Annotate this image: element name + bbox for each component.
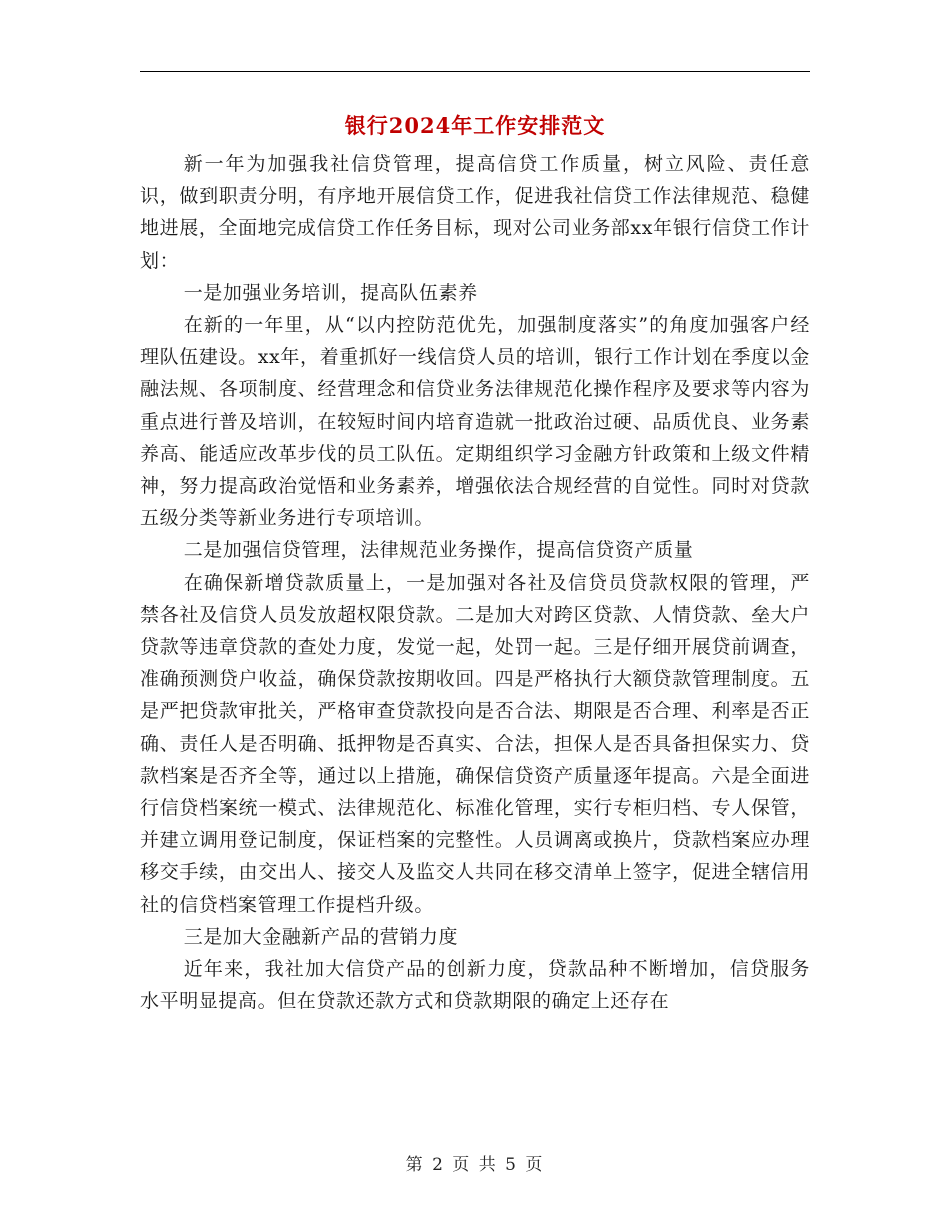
document-body (140, 148, 810, 1017)
document-title: 银行2024年工作安排范文 (344, 113, 606, 138)
page-number: 第 2 页 共 5 页 (405, 1155, 545, 1175)
paragraph-marketing: 近年来，我社加大信贷产品的创新力度，贷款品种不断增加，信贷服务水平明显提高。但在贷款还款方式和贷款期限的确定上还存在 (140, 958, 810, 1013)
section-heading-marketing: 三是加大金融新产品的营销力度 (183, 925, 459, 948)
paragraph-credit-management: 在确保新增贷款质量上，一是加强对各社及信贷员贷款权限的管理，严禁各社及信贷人员发放超权限贷款。二是加大对跨区贷款、人情贷款、垒大户贷款等违章贷款的查处力度，发觉一起，处罚一起。三是仔细开展贷前调查，准确预测贷户收益，确保贷款按期收回。四是严格执行大额贷款管理制度。五是严把贷款审批关，严格审查贷款投向是否合法、期限是否合理、利率是否正确、责任人是否明确、抵押物是否真实、合法，担保人是否具备担保实力、贷款档案是否齐全等，通过以上措施，确保信贷资产质量逐年提高。六是全面进行信贷档案统一模式、法律规范化、标准化管理，实行专柜归档、专人保管，并建立调用登记制度，保证档案的完整性。人员调离或换片，贷款档案应办理移交手续，由交出人、接交人及监交人共同在移交清单上签字，促进全辖信用社的信贷档案管理工作提档升级。 (140, 571, 810, 916)
header-rule (140, 71, 810, 72)
paragraph-intro: 新一年为加强我社信贷管理，提高信贷工作质量，树立风险、责任意识，做到职责分明，有序地开展信贷工作，促进我社信贷工作法律规范、稳健地进展，全面地完成信贷工作任务目标，现对公司业务部xx年银行信贷工作计划： (140, 153, 810, 272)
paragraph-training: 在新的一年里，从“以内控防范优先，加强制度落实”的角度加强客户经理队伍建设。xx年，着重抓好一线信贷人员的培训，银行工作计划在季度以金融法规、各项制度、经营理念和信贷业务法律规范化操作程序及要求等内容为重点进行普及培训，在较短时间内培育造就一批政治过硬、品质优良、业务素养高、能适应改革步伐的员工队伍。定期组织学习金融方针政策和上级文件精神，努力提高政治觉悟和业务素养，增强依法合规经营的自觉性。同时对贷款五级分类等新业务进行专项培训。 (140, 314, 810, 530)
section-heading-credit-management: 二是加强信贷管理，法律规范业务操作，提高信贷资产质量 (183, 539, 694, 562)
section-heading-training: 一是加强业务培训，提高队伍素养 (183, 281, 478, 304)
